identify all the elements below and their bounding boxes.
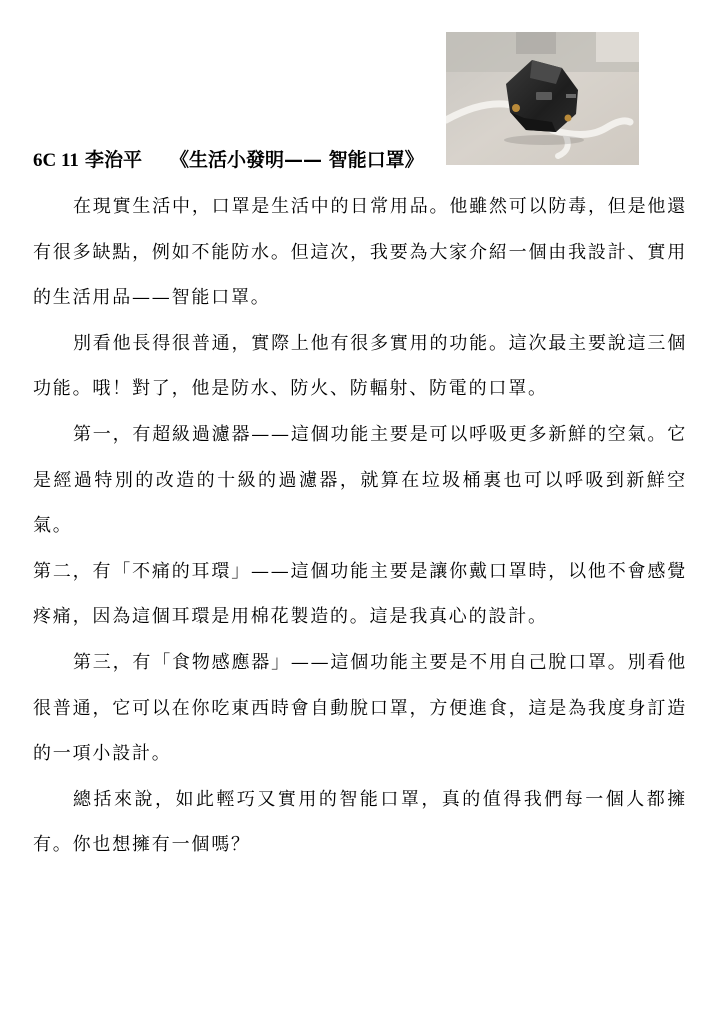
smart-mask-photo	[446, 32, 639, 165]
paragraph-feature-2: 第二，有「不痛的耳環」——這個功能主要是讓你戴口罩時，以他不會感覺疼痛，因為這個耳環是用棉花製造的。這是我真心的設計。	[33, 560, 687, 628]
paragraph-intro: 在現實生活中，口罩是生活中的日常用品。他雖然可以防毒，但是他還有很多缺點，例如不能防水。但這次，我要為大家介紹一個由我設計、實用的生活用品——智能口罩。	[33, 196, 687, 309]
paragraph-feature-1: 第一，有超級過濾器——這個功能主要是可以呼吸更多新鮮的空氣。它是經過特別的改造的十級的過濾器，就算在垃圾桶裏也可以呼吸到新鮮空氣。	[33, 423, 687, 537]
paragraph-conclusion: 總括來說，如此輕巧又實用的智能口罩，真的值得我們每一個人都擁有。你也想擁有一個嗎？	[33, 788, 687, 856]
paragraph-feature-3: 第三，有「食物感應器」——這個功能主要是不用自己脫口罩。別看他很普通，它可以在你吃東西時會自動脫口罩，方便進食，這是為我度身訂造的一項小設計。	[33, 651, 687, 765]
essay-heading	[33, 146, 424, 175]
essay-body	[33, 184, 687, 868]
essay-title: 《生活小發明—— 智能口罩》	[169, 149, 424, 171]
student-name: 李治平	[84, 149, 142, 171]
class-id: 6C 11	[33, 150, 79, 171]
paragraph-overview: 別看他長得很普通，實際上他有很多實用的功能。這次最主要說這三個功能。哦！對了，他是防水、防火、防輻射、防電的口罩。	[33, 332, 687, 400]
